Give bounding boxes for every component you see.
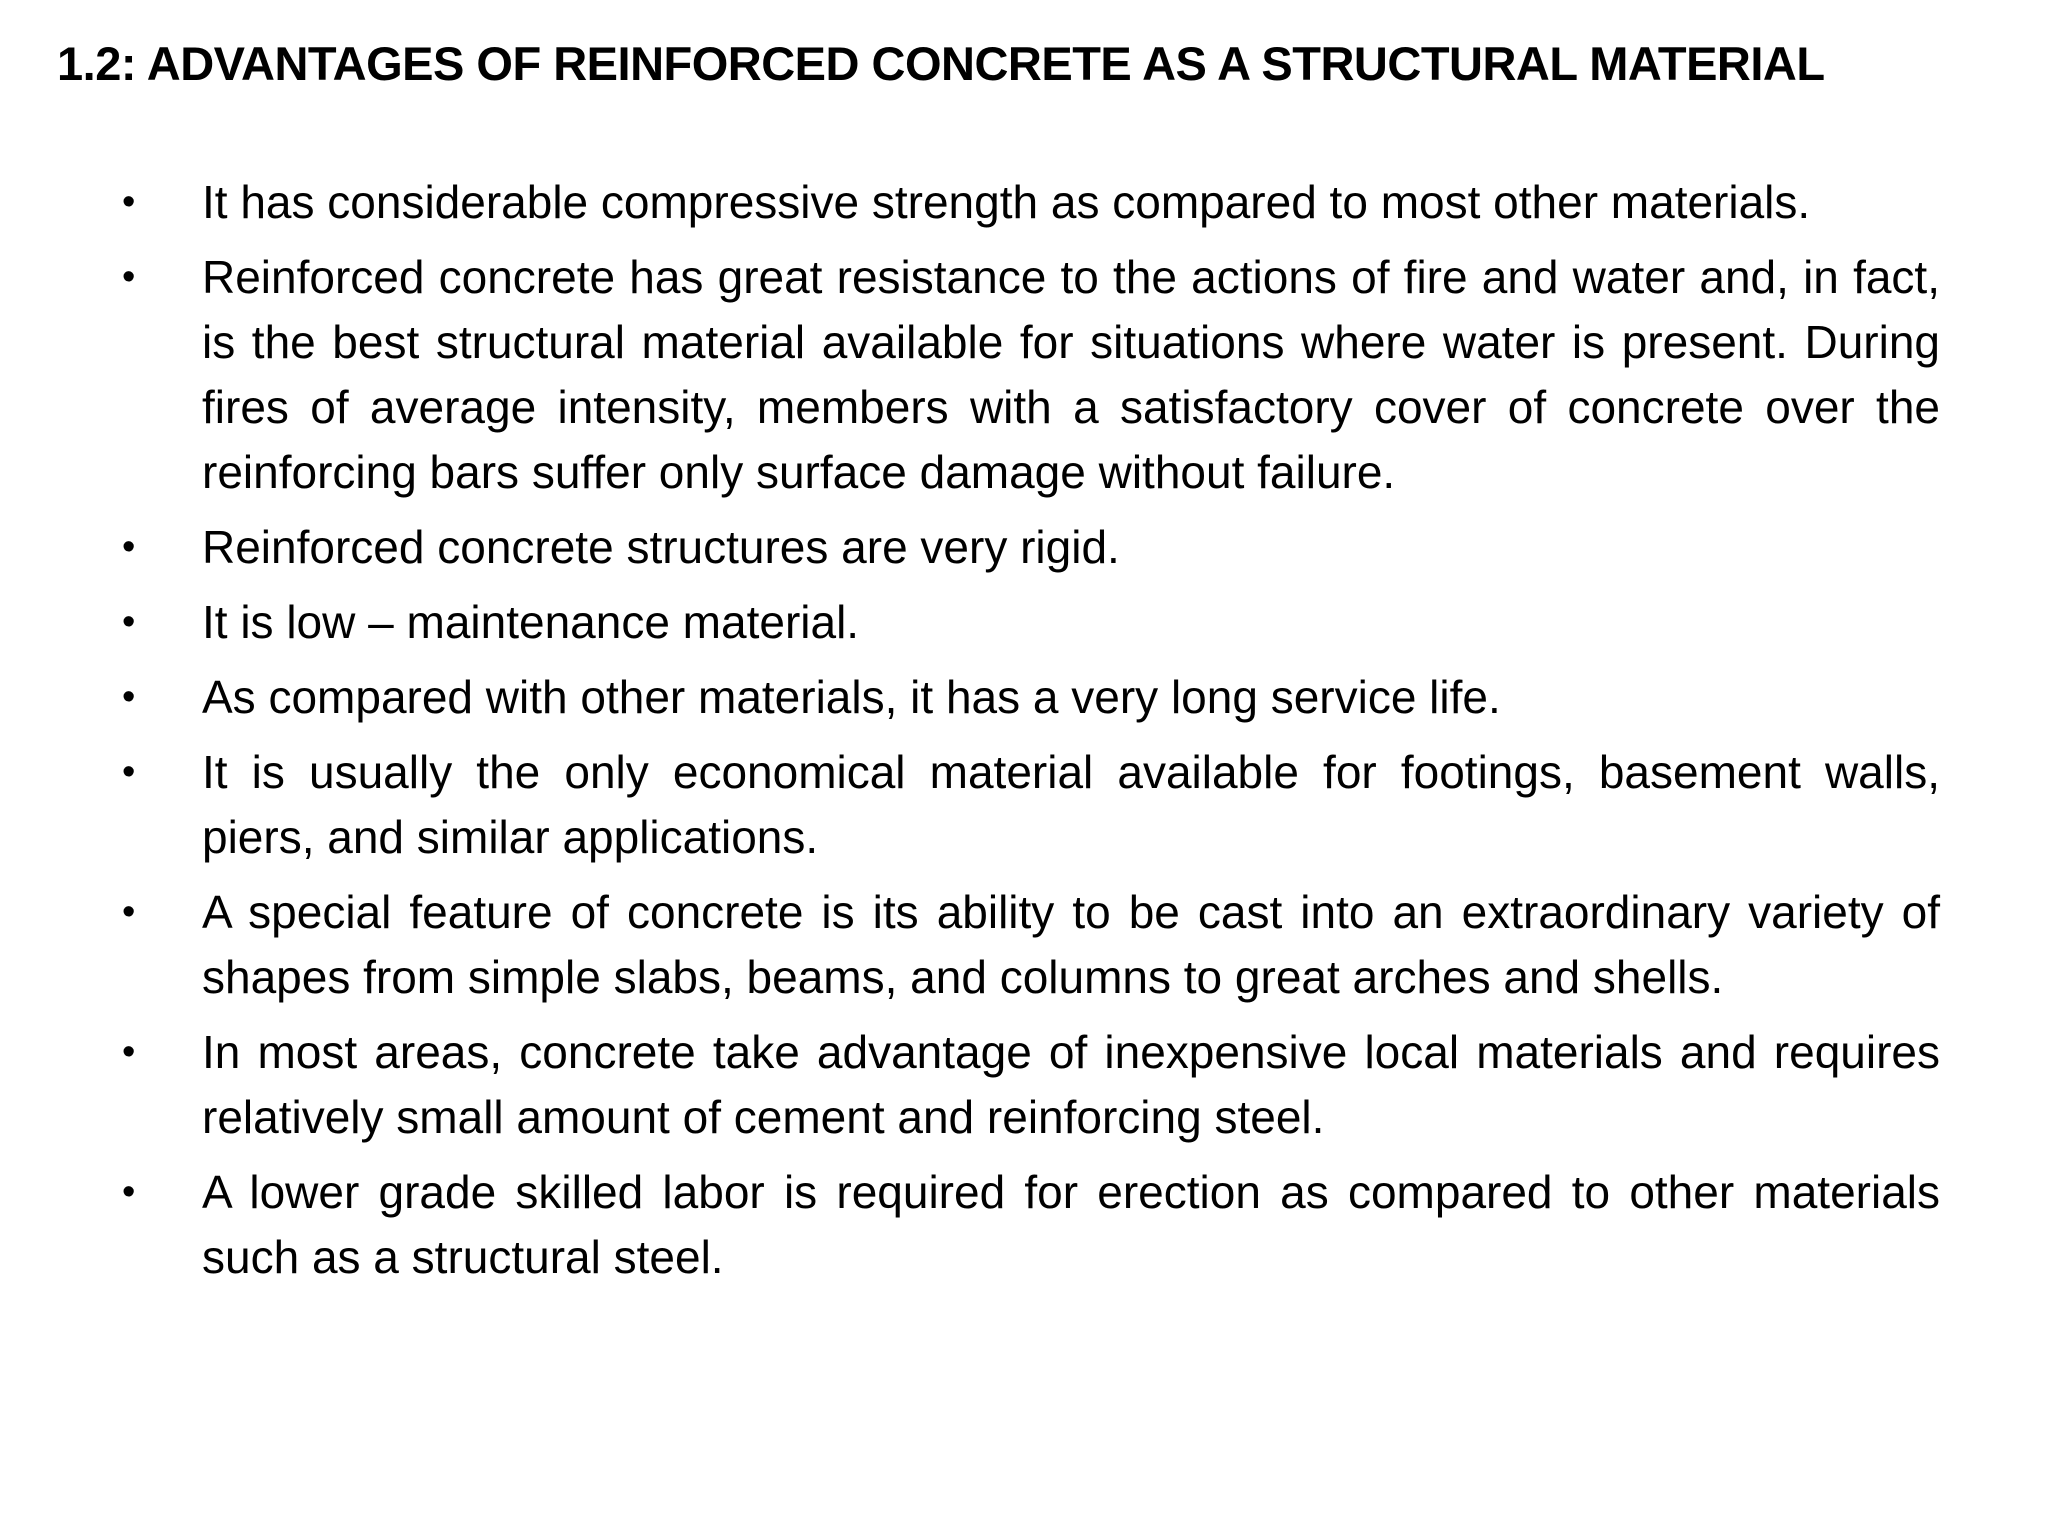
bullet-icon: • bbox=[122, 676, 136, 718]
bullet-text: It is low – maintenance material. bbox=[202, 596, 860, 648]
bullet-text: In most areas, concrete take advantage of inexpensive local materials and requires relatively small amount of cement and reinforcing steel. bbox=[202, 1026, 1940, 1143]
bullet-text: Reinforced concrete has great resistance to the actions of fire and water and, in fact, is the best structural material available for situations where water is present. During fires of average intensity, members with a satisfactory cover of concrete over the reinforcing bars suffer only surface damage without failure. bbox=[202, 251, 1940, 498]
bullet-icon: • bbox=[122, 601, 136, 643]
list-item bbox=[122, 740, 1940, 870]
bullet-text: Reinforced concrete structures are very rigid. bbox=[202, 521, 1120, 573]
bullet-icon: • bbox=[122, 1171, 136, 1213]
list-item bbox=[122, 1020, 1940, 1150]
list-item bbox=[122, 880, 1940, 1010]
list-item bbox=[122, 515, 1940, 580]
bullet-text: As compared with other materials, it has a very long service life. bbox=[202, 671, 1501, 723]
bullet-icon: • bbox=[122, 526, 136, 568]
slide-title: 1.2: ADVANTAGES OF REINFORCED CONCRETE AS A STRUCTURAL MATERIAL bbox=[57, 37, 1825, 90]
list-item bbox=[122, 590, 1940, 655]
list-item bbox=[122, 245, 1940, 505]
bullet-text: A lower grade skilled labor is required for erection as compared to other materials such as a structural steel. bbox=[202, 1166, 1940, 1283]
bullet-list bbox=[122, 170, 1940, 1300]
bullet-icon: • bbox=[122, 891, 136, 933]
bullet-text: It is usually the only economical material available for footings, basement walls, piers, and similar applications. bbox=[202, 746, 1940, 863]
bullet-icon: • bbox=[122, 181, 136, 223]
bullet-icon: • bbox=[122, 751, 136, 793]
bullet-icon: • bbox=[122, 256, 136, 298]
list-item bbox=[122, 1160, 1940, 1290]
bullet-text: A special feature of concrete is its ability to be cast into an extraordinary variety of shapes from simple slabs, beams, and columns to great arches and shells. bbox=[202, 886, 1940, 1003]
bullet-icon: • bbox=[122, 1031, 136, 1073]
list-item bbox=[122, 170, 1940, 235]
list-item bbox=[122, 665, 1940, 730]
bullet-text: It has considerable compressive strength as compared to most other materials. bbox=[202, 176, 1811, 228]
